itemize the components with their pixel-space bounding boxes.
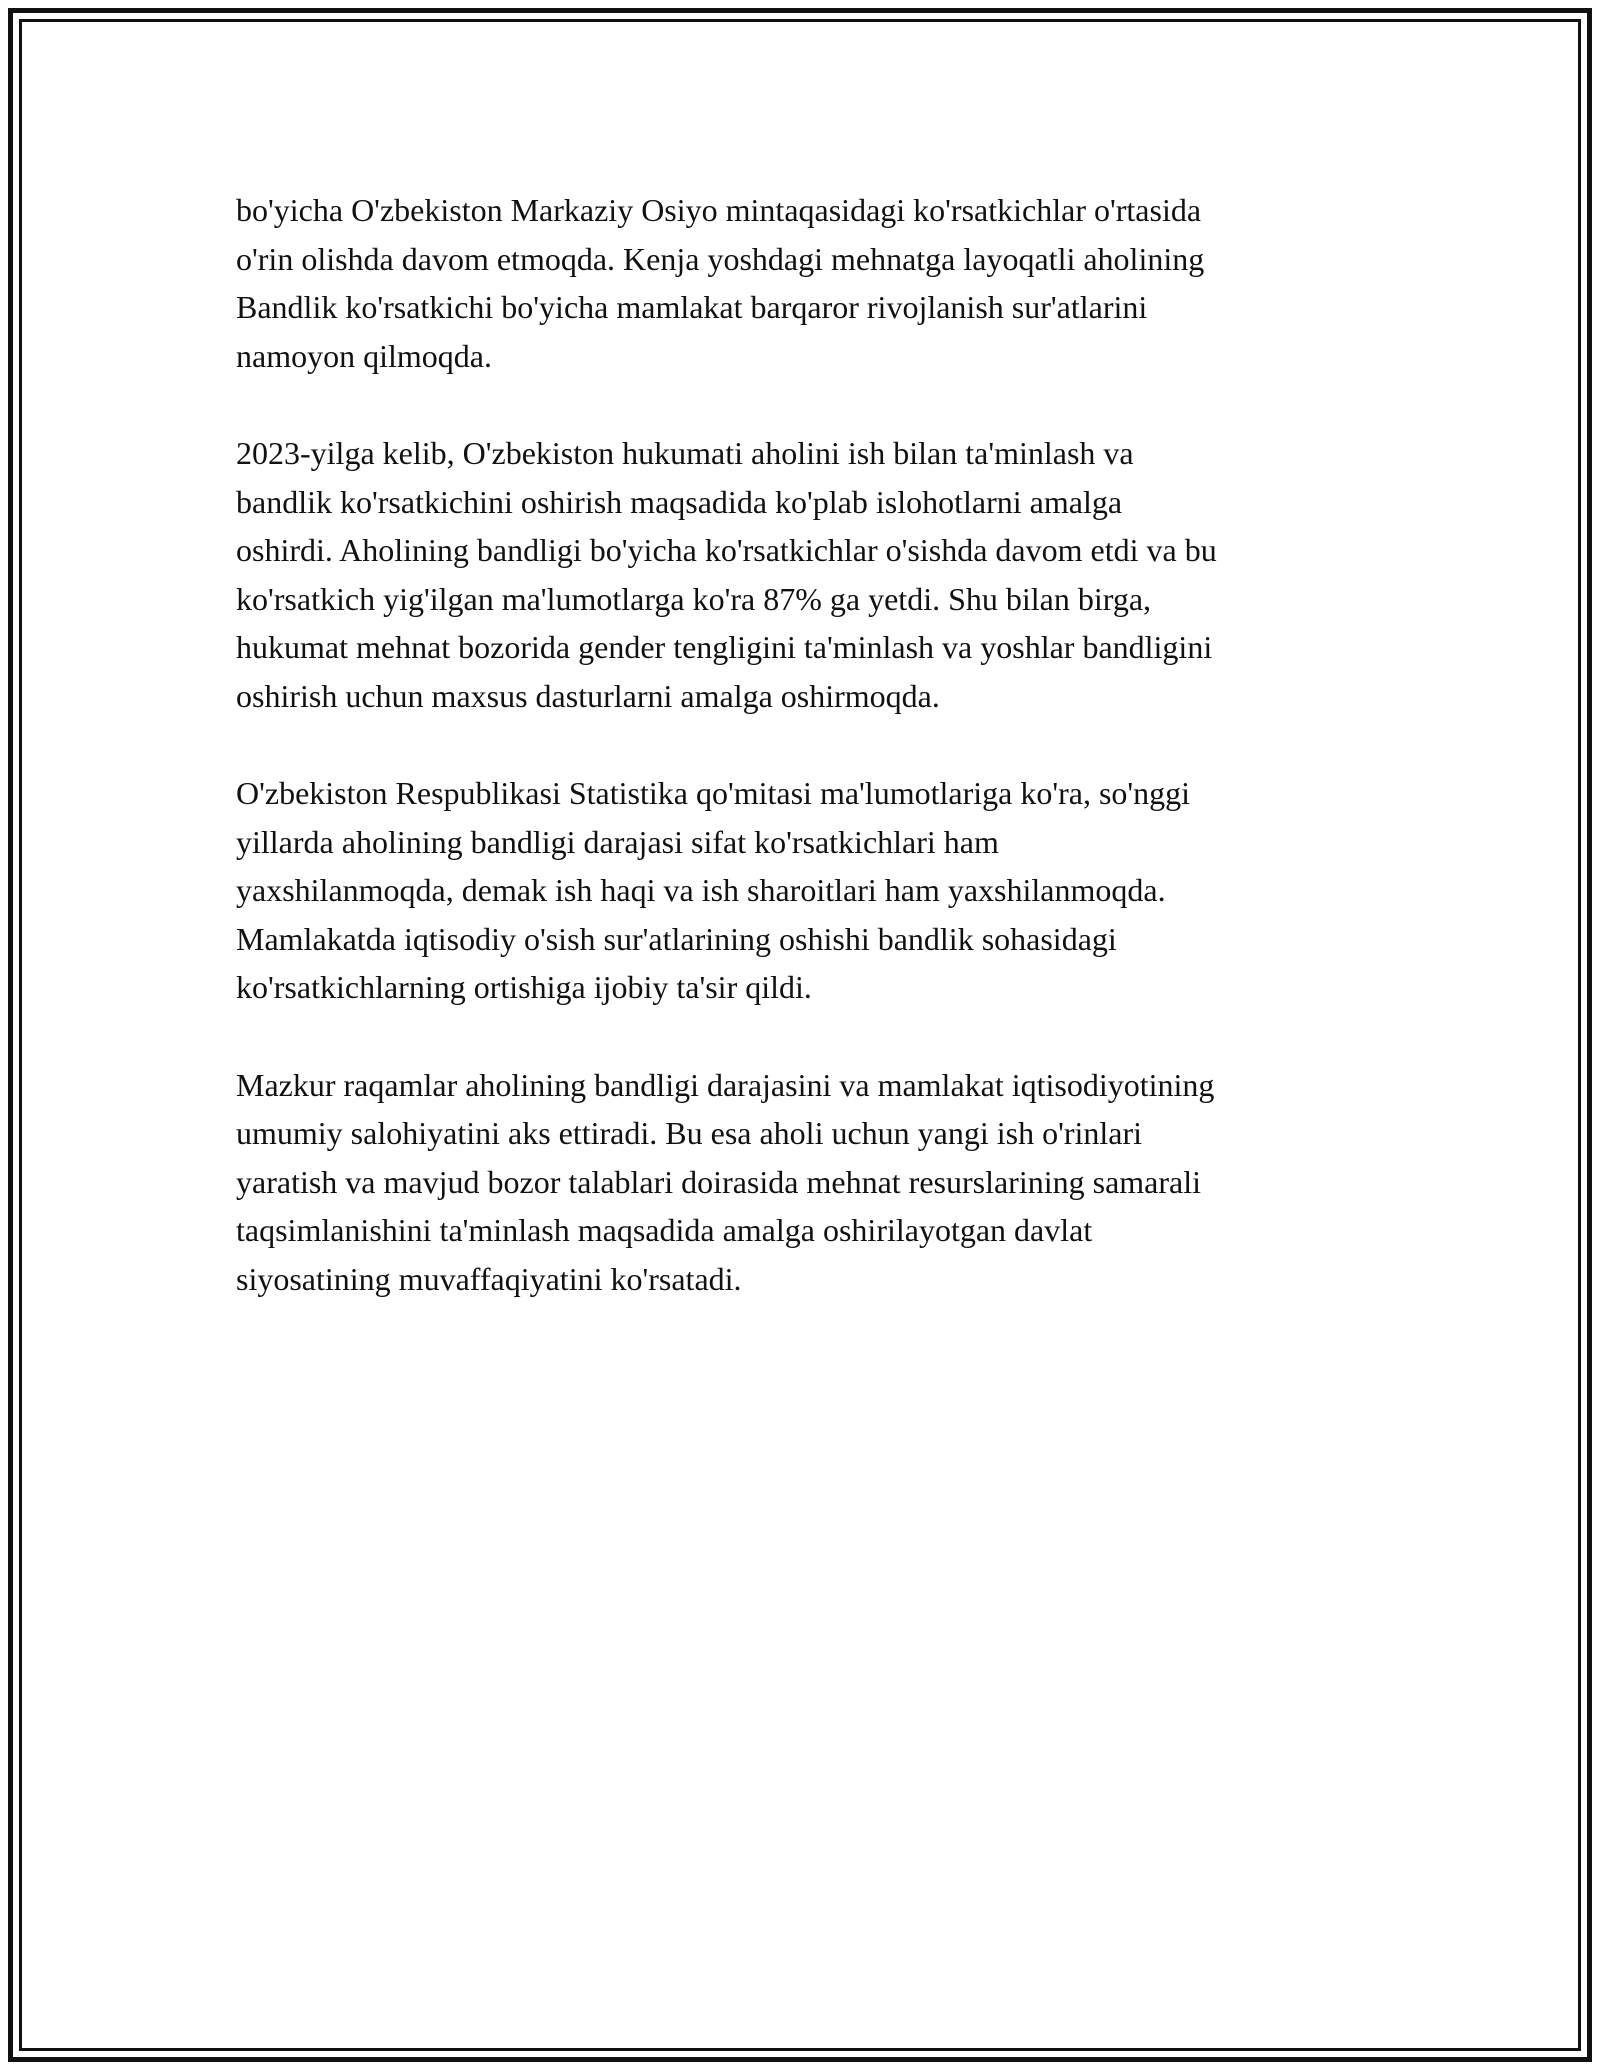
paragraph-3: O'zbekiston Respublikasi Statistika qo'mitasi ma'lumotlariga ko'ra, so'nggi yillarda aholining bandligi darajasi sifat ko'rsatkichlari ham yaxshilanmoqda, demak ish haqi va ish sharoitlari ham yaxshilanmoqda. Mamlakatda iqtisodiy o'sish sur'atlarining oshishi bandlik sohasidagi ko'rsatkichlarning ortishiga ijobiy ta'sir qildi. — [236, 775, 1191, 1005]
paragraph-4: Mazkur raqamlar aholining bandligi darajasini va mamlakat iqtisodiyotining umumiy salohiyatini aks ettiradi. Bu esa aholi uchun yangi ish o'rinlari yaratish va mavjud bozor talablari doirasida mehnat resurslarining samarali taqsimlanishini ta'minlash maqsadida amalga oshirilayotgan davlat siyosatining muvaffaqiyatini ko'rsatadi. — [236, 1066, 1215, 1297]
paragraph-1: bo'yicha O'zbekiston Markaziy Osiyo mintaqasidagi ko'rsatkichlar o'rtasida o'rin olishda davom etmoqda. Kenja yoshdagi mehnatga layoqatli aholining Bandlik ko'rsatkichi bo'yicha mamlakat barqaror rivojlanish sur'atlarini namoyon qilmoqda. — [236, 192, 1205, 374]
document-body — [236, 186, 1376, 1352]
paragraph-2: 2023-yilga kelib, O'zbekiston hukumati aholini ish bilan ta'minlash va bandlik ko'rsatkichini oshirish maqsadida ko'plab islohotlarni amalga oshirdi. Aholining bandligi bo'yicha ko'rsatkichlar o'sishda davom etdi va bu ko'rsatkich yig'ilgan ma'lumotlarga ko'ra 87% ga yetdi. Shu bilan birga, hukumat mehnat bozorida gender tengligini ta'minlash va yoshlar bandligini oshirish uchun maxsus dasturlarni amalga oshirmoqda. — [236, 435, 1217, 714]
